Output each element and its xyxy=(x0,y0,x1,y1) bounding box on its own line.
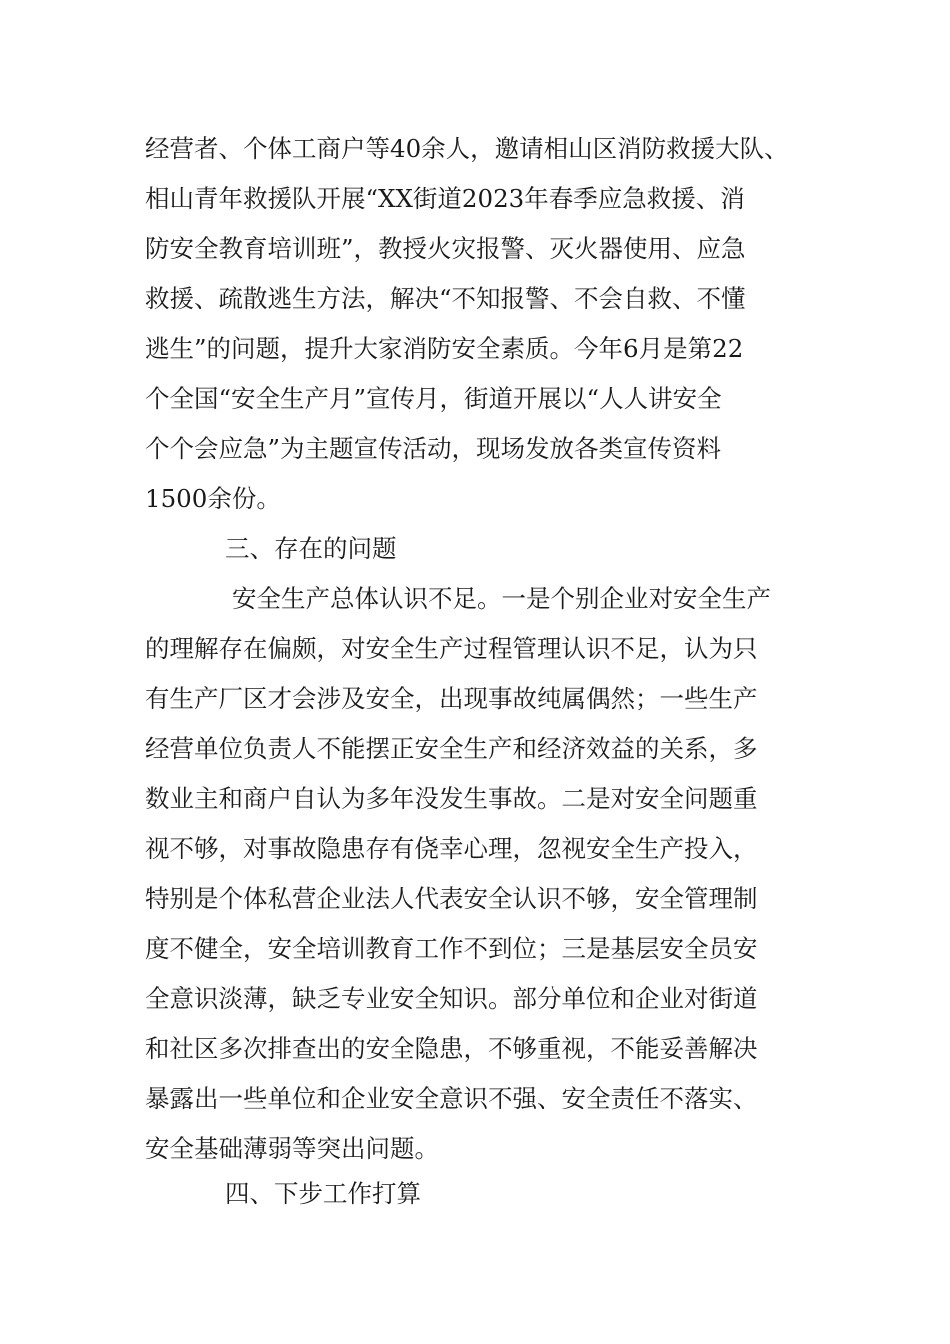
text-line: 暴露出一些单位和企业安全意识不强、安全责任不落实、 xyxy=(145,1084,758,1113)
text-line: 和社区多次排查出的安全隐患，不够重视，不能妥善解决 xyxy=(145,1034,758,1063)
text-line: 经营者、个体工商户等40余人，邀请相山区消防救援大队、 xyxy=(145,134,789,163)
section-heading-3 xyxy=(225,524,895,574)
paragraph-problems xyxy=(145,574,815,1174)
paragraph-activities xyxy=(145,124,815,524)
text-line: 防安全教育培训班”，教授火灾报警、灭火器使用、应急 xyxy=(145,234,746,263)
text-line: 安全基础薄弱等突出问题。 xyxy=(145,1134,439,1163)
text-line: 特别是个体私营企业法人代表安全认识不够，安全管理制 xyxy=(145,884,758,913)
text-line: 的理解存在偏颇，对安全生产过程管理认识不足，认为只 xyxy=(145,634,758,663)
text-line: 个全国“安全生产月”宣传月，街道开展以“人人讲安全 xyxy=(145,384,722,413)
text-line: 个个会应急”为主题宣传活动，现场发放各类宣传资料 xyxy=(145,434,722,463)
text-line: 视不够，对事故隐患存有侥幸心理，忽视安全生产投入， xyxy=(145,834,758,863)
text-line: 1500余份。 xyxy=(145,484,281,513)
heading-text: 三、存在的问题 xyxy=(225,534,397,563)
text-line: 度不健全，安全培训教育工作不到位；三是基层安全员安 xyxy=(145,934,758,963)
text-line: 相山青年救援队开展“XX街道2023年春季应急救援、消 xyxy=(145,184,745,213)
text-line: 数业主和商户自认为多年没发生事故。二是对安全问题重 xyxy=(145,784,758,813)
text-line: 救援、疏散逃生方法，解决“不知报警、不会自救、不懂 xyxy=(145,284,746,313)
section-heading-4 xyxy=(225,1169,895,1219)
text-line: 全意识淡薄，缺乏专业安全知识。部分单位和企业对街道 xyxy=(145,984,758,1013)
text-line: 逃生”的问题，提升大家消防安全素质。今年6月是第22 xyxy=(145,334,744,363)
text-line: 经营单位负责人不能摆正安全生产和经济效益的关系，多 xyxy=(145,734,758,763)
text-line: 有生产厂区才会涉及安全，出现事故纯属偶然；一些生产 xyxy=(145,684,758,713)
heading-text: 四、下步工作打算 xyxy=(225,1179,421,1208)
text-line: 安全生产总体认识不足。一是个别企业对安全生产 xyxy=(232,584,771,613)
